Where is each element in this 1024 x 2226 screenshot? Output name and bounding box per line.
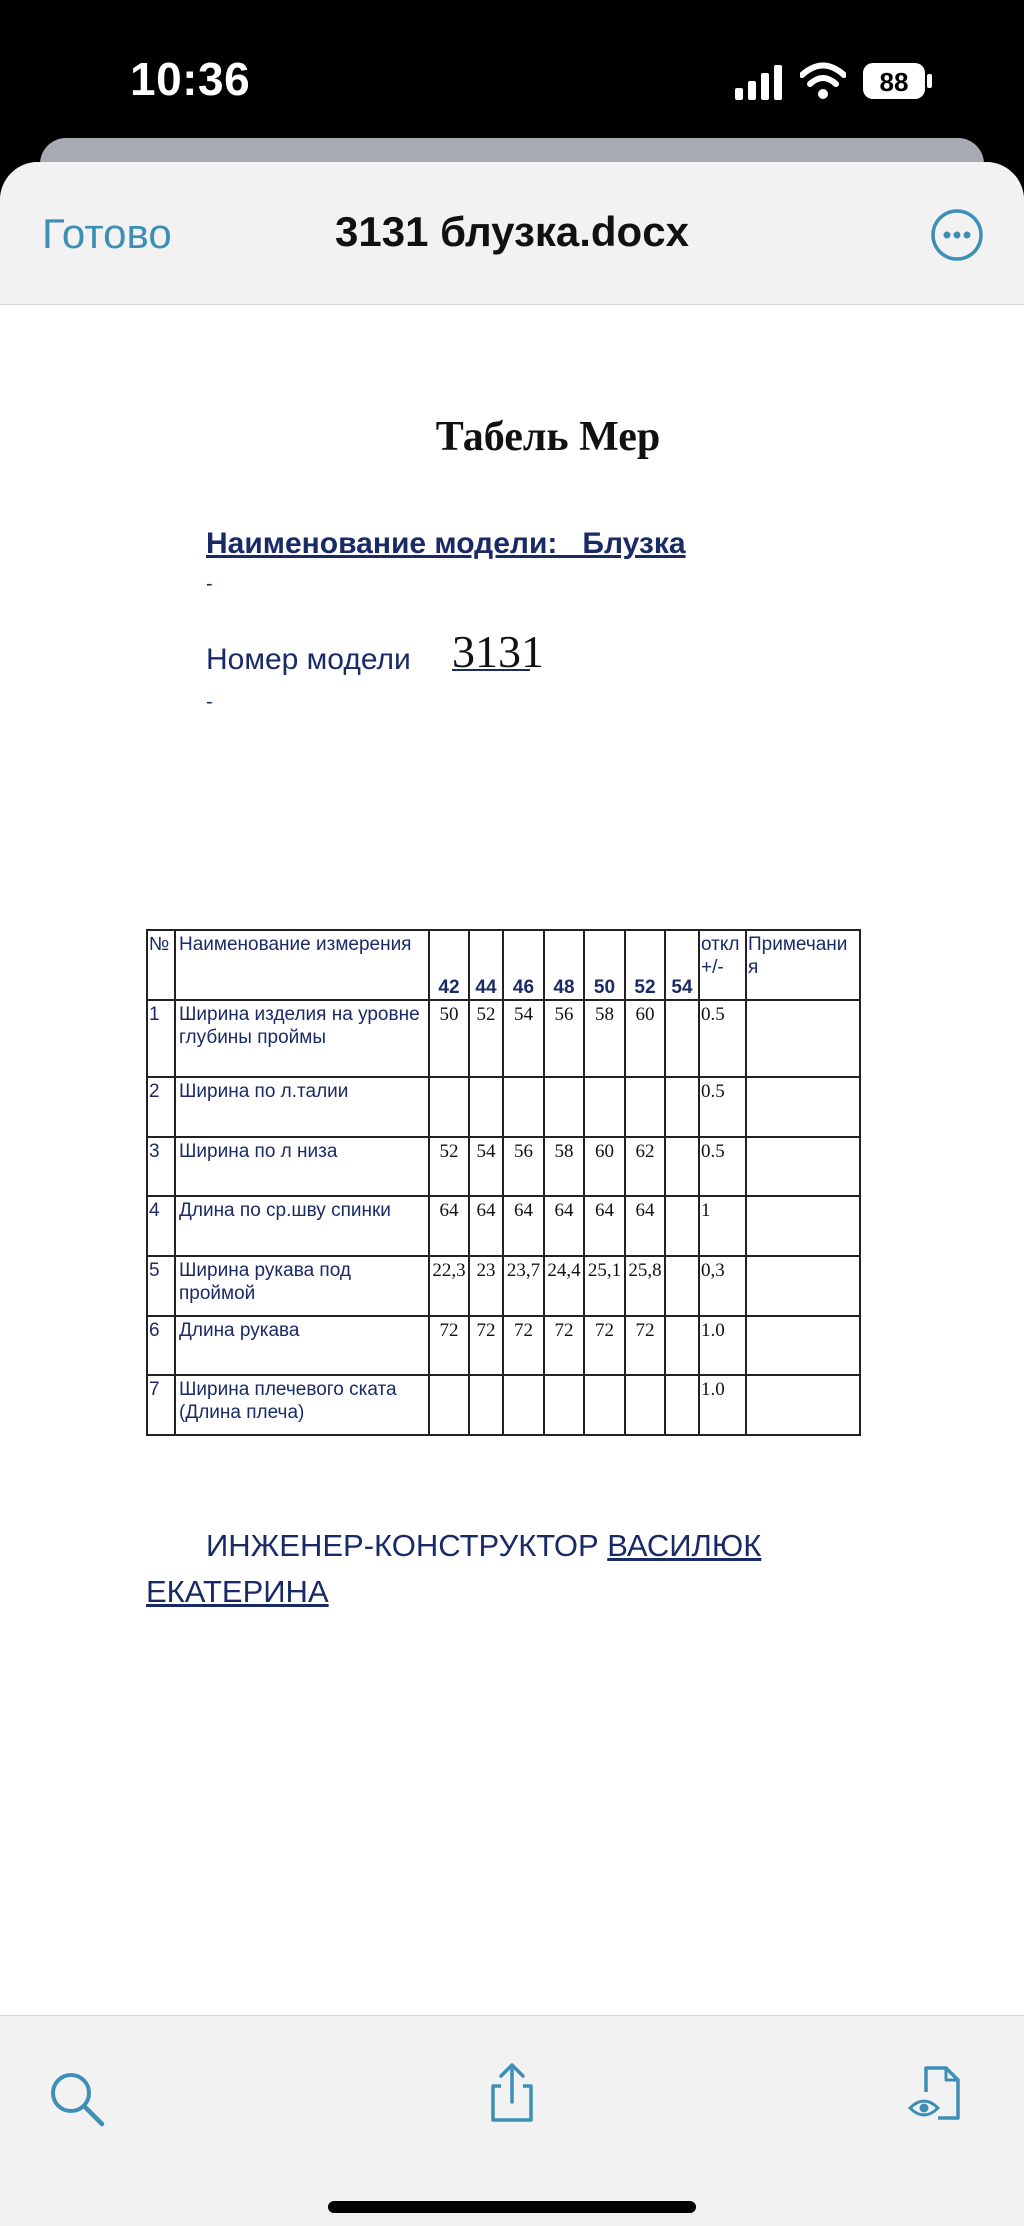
row-value: 54 bbox=[469, 1137, 503, 1196]
row-name: Длина рукава bbox=[175, 1316, 429, 1375]
row-value bbox=[665, 1375, 699, 1435]
row-number: 7 bbox=[147, 1375, 175, 1435]
row-number: 3 bbox=[147, 1137, 175, 1196]
status-time: 10:36 bbox=[130, 53, 251, 105]
row-value bbox=[544, 1375, 584, 1435]
doc-heading: Табель Мер bbox=[435, 414, 661, 460]
row-value bbox=[429, 1375, 469, 1435]
home-indicator bbox=[328, 2201, 696, 2213]
row-value: 60 bbox=[584, 1137, 625, 1196]
row-value: 58 bbox=[544, 1137, 584, 1196]
document-title: 3131 блузка.docx bbox=[335, 208, 689, 255]
row-number: 1 bbox=[147, 1000, 175, 1077]
row-value: 72 bbox=[469, 1316, 503, 1375]
row-value: 52 bbox=[429, 1137, 469, 1196]
row-value: 25,8 bbox=[625, 1256, 665, 1316]
row-note bbox=[746, 1077, 860, 1137]
row-value bbox=[665, 1077, 699, 1137]
header-size: 48 bbox=[544, 930, 584, 1000]
engineer-name: ВАСИЛЮК ЕКАТЕРИНА bbox=[146, 1528, 762, 1609]
row-number: 5 bbox=[147, 1256, 175, 1316]
row-deviation: 0.5 bbox=[699, 1000, 746, 1077]
row-value: 56 bbox=[544, 1000, 584, 1077]
row-name: Ширина по л низа bbox=[175, 1137, 429, 1196]
row-value bbox=[625, 1375, 665, 1435]
done-button[interactable]: Готово bbox=[42, 210, 172, 257]
engineer-signature-line bbox=[146, 1523, 906, 1615]
row-value bbox=[503, 1375, 544, 1435]
row-value bbox=[469, 1077, 503, 1137]
header-deviation: откл +/- bbox=[699, 930, 746, 1000]
model-number-label: Номер модели bbox=[206, 643, 411, 676]
row-note bbox=[746, 1256, 860, 1316]
row-value: 64 bbox=[469, 1196, 503, 1256]
header-size: 52 bbox=[625, 930, 665, 1000]
row-deviation: 0,3 bbox=[699, 1256, 746, 1316]
row-value bbox=[429, 1077, 469, 1137]
row-value: 54 bbox=[503, 1000, 544, 1077]
table-header-row bbox=[147, 930, 860, 1000]
row-value: 72 bbox=[584, 1316, 625, 1375]
row-value bbox=[665, 1000, 699, 1077]
row-value: 72 bbox=[625, 1316, 665, 1375]
row-note bbox=[746, 1375, 860, 1435]
header-note: Примечани я bbox=[746, 930, 860, 1000]
row-value: 52 bbox=[469, 1000, 503, 1077]
measurements-table bbox=[146, 929, 861, 1436]
row-value: 50 bbox=[429, 1000, 469, 1077]
row-value bbox=[469, 1375, 503, 1435]
search-icon[interactable] bbox=[46, 2068, 108, 2130]
row-deviation: 1.0 bbox=[699, 1316, 746, 1375]
row-value: 23,7 bbox=[503, 1256, 544, 1316]
row-deviation: 1 bbox=[699, 1196, 746, 1256]
row-deviation: 0.5 bbox=[699, 1077, 746, 1137]
cellular-signal-icon bbox=[735, 64, 785, 100]
header-number: № bbox=[147, 930, 175, 1000]
status-bar bbox=[0, 0, 1024, 140]
row-value: 25,1 bbox=[584, 1256, 625, 1316]
row-value: 72 bbox=[429, 1316, 469, 1375]
row-value: 72 bbox=[503, 1316, 544, 1375]
table-row bbox=[147, 1316, 860, 1375]
row-value: 60 bbox=[625, 1000, 665, 1077]
ellipsis-circle-icon[interactable] bbox=[930, 208, 984, 262]
row-deviation: 1.0 bbox=[699, 1375, 746, 1435]
document-content bbox=[0, 305, 1024, 2015]
row-value: 23 bbox=[469, 1256, 503, 1316]
dash-line: - bbox=[206, 573, 213, 595]
dash-line: - bbox=[206, 691, 213, 713]
document-sheet bbox=[0, 162, 1024, 2226]
row-value bbox=[503, 1077, 544, 1137]
row-value bbox=[665, 1196, 699, 1256]
engineer-title: ИНЖЕНЕР-КОНСТРУКТОР bbox=[206, 1528, 599, 1563]
row-note bbox=[746, 1316, 860, 1375]
table-row bbox=[147, 1196, 860, 1256]
row-value: 64 bbox=[584, 1196, 625, 1256]
row-note bbox=[746, 1196, 860, 1256]
quick-look-icon[interactable] bbox=[908, 2062, 970, 2124]
model-number-value: 3131 bbox=[452, 626, 544, 677]
row-value bbox=[544, 1077, 584, 1137]
model-name-line: Наименование модели: _Блузка bbox=[206, 527, 686, 560]
row-number: 6 bbox=[147, 1316, 175, 1375]
row-note bbox=[746, 1000, 860, 1077]
header-size: 50 bbox=[584, 930, 625, 1000]
row-name: Ширина плечевого ската (Длина плеча) bbox=[175, 1375, 429, 1435]
row-value: 64 bbox=[625, 1196, 665, 1256]
table-row bbox=[147, 1077, 860, 1137]
header-size: 44 bbox=[469, 930, 503, 1000]
row-value: 24,4 bbox=[544, 1256, 584, 1316]
row-value: 58 bbox=[584, 1000, 625, 1077]
bottom-toolbar bbox=[0, 2015, 1024, 2226]
row-name: Ширина изделия на уровне глубины проймы bbox=[175, 1000, 429, 1077]
row-value: 56 bbox=[503, 1137, 544, 1196]
row-note bbox=[746, 1137, 860, 1196]
table-row bbox=[147, 1000, 860, 1077]
row-value: 64 bbox=[544, 1196, 584, 1256]
share-icon[interactable] bbox=[481, 2062, 543, 2124]
row-value bbox=[584, 1375, 625, 1435]
table-row bbox=[147, 1256, 860, 1316]
row-name: Ширина по л.талии bbox=[175, 1077, 429, 1137]
header-size: 46 bbox=[503, 930, 544, 1000]
header-measure-name: Наименование измерения bbox=[175, 930, 429, 1000]
row-value bbox=[584, 1077, 625, 1137]
row-number: 4 bbox=[147, 1196, 175, 1256]
row-value: 64 bbox=[503, 1196, 544, 1256]
row-value bbox=[665, 1137, 699, 1196]
row-value: 22,3 bbox=[429, 1256, 469, 1316]
row-value: 72 bbox=[544, 1316, 584, 1375]
row-value: 64 bbox=[429, 1196, 469, 1256]
row-value bbox=[665, 1256, 699, 1316]
row-value: 62 bbox=[625, 1137, 665, 1196]
row-name: Ширина рукава под проймой bbox=[175, 1256, 429, 1316]
row-value bbox=[625, 1077, 665, 1137]
wifi-icon bbox=[800, 62, 846, 100]
header-size: 54 bbox=[665, 930, 699, 1000]
row-value bbox=[665, 1316, 699, 1375]
header-size: 42 bbox=[429, 930, 469, 1000]
navigation-bar bbox=[0, 162, 1024, 305]
row-name: Длина по ср.шву спинки bbox=[175, 1196, 429, 1256]
battery-level: 88 bbox=[879, 67, 909, 97]
battery-icon bbox=[862, 62, 934, 100]
row-deviation: 0.5 bbox=[699, 1137, 746, 1196]
table-row bbox=[147, 1137, 860, 1196]
table-row bbox=[147, 1375, 860, 1435]
row-number: 2 bbox=[147, 1077, 175, 1137]
